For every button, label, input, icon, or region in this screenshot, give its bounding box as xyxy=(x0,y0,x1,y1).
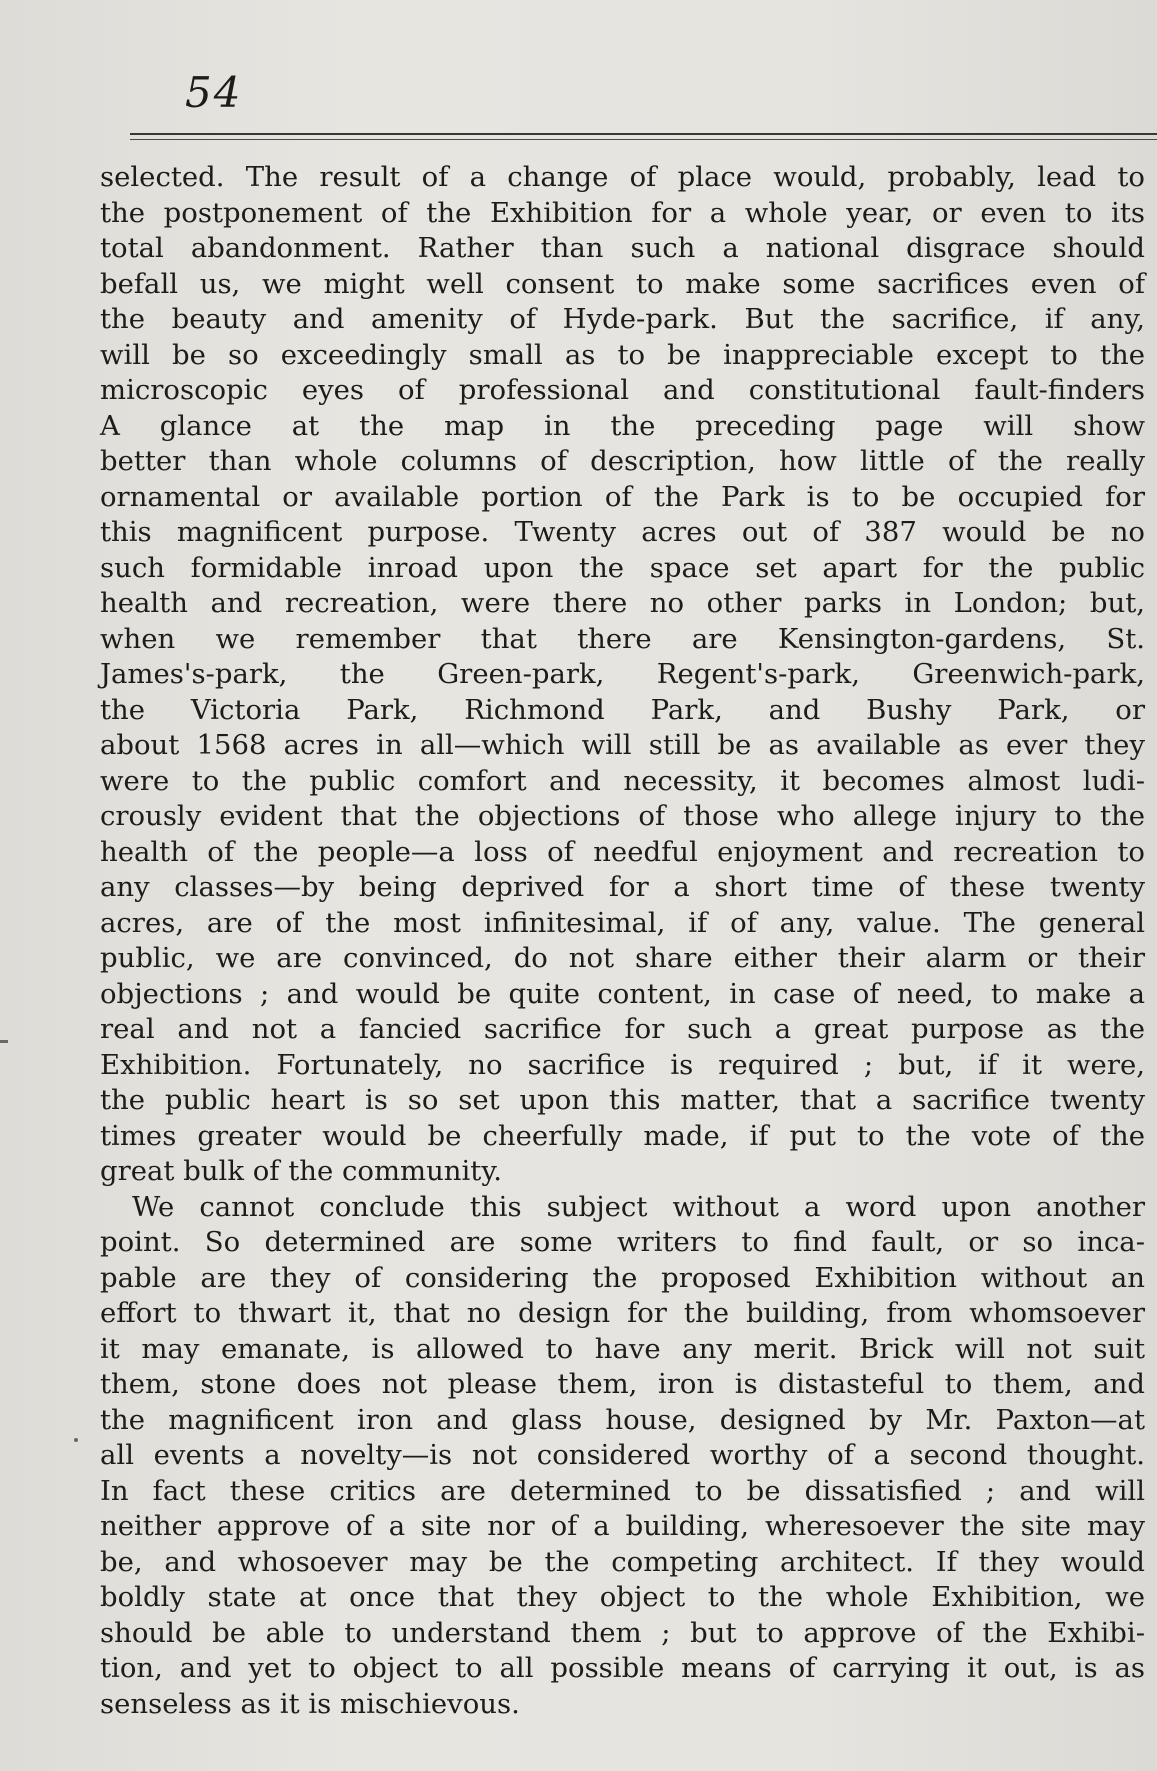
header-rule xyxy=(130,133,1157,135)
page-number: 54 xyxy=(185,68,243,117)
text-line: senseless as it is mischievous. xyxy=(100,1687,520,1720)
text-line: times greater would be cheerfully made, if put to the vote of the xyxy=(100,1119,1145,1152)
text-line: acres, are of the most infinitesimal, if of any, value. The general xyxy=(100,906,1145,939)
text-line: great bulk of the community. xyxy=(100,1155,502,1187)
text-line: microscopic eyes of professional and constitutional fault-finders xyxy=(100,374,1145,406)
text-line: pable are they of considering the proposed Exhibition without an xyxy=(100,1261,1145,1294)
text-line: James's-park, the Green-park, Regent's-park, Greenwich-park, xyxy=(100,658,1145,690)
text-line: better than whole columns of description, how little of the really xyxy=(100,445,1145,477)
text-line: all events a novelty—is not considered worthy of a second thought. xyxy=(100,1439,1145,1471)
text-line: the Victoria Park, Richmond Park, and Bushy Park, or xyxy=(100,693,1145,726)
text-line: any classes—by being deprived for a short time of these twenty xyxy=(100,871,1145,903)
text-line: boldly state at once that they object to the whole Exhibition, we xyxy=(100,1581,1145,1613)
text-line: befall us, we might well consent to make some sacrifices even of xyxy=(100,267,1145,300)
text-line: crously evident that the objections of those who allege injury to the xyxy=(100,800,1145,832)
text-line: were to the public comfort and necessity, it becomes almost ludi- xyxy=(100,764,1145,797)
text-line: total abandonment. Rather than such a national disgrace should xyxy=(100,232,1145,264)
margin-mark xyxy=(0,1040,8,1043)
text-line: them, stone does not please them, iron is distasteful to them, and xyxy=(100,1368,1145,1400)
text-line: such formidable inroad upon the space set apart for the public xyxy=(100,551,1145,584)
text-line: Exhibition. Fortunately, no sacrifice is required ; but, if it were, xyxy=(100,1048,1145,1081)
text-line: health of the people—a loss of needful enjoyment and recreation to xyxy=(100,835,1145,868)
text-line: when we remember that there are Kensington-gardens, St. xyxy=(100,622,1145,655)
text-line: about 1568 acres in all—which will still be as available as ever they xyxy=(100,729,1145,761)
text-line: be, and whosoever may be the competing architect. If they would xyxy=(100,1545,1145,1578)
text-line: neither approve of a site nor of a building, wheresoever the site may xyxy=(100,1510,1145,1542)
text-line: the beauty and amenity of Hyde-park. But the sacrifice, if any, xyxy=(100,303,1145,335)
text-line: health and recreation, were there no other parks in London; but, xyxy=(100,587,1145,619)
text-line: the public heart is so set upon this matter, that a sacrifice twenty xyxy=(100,1084,1145,1116)
body-text xyxy=(100,160,1145,1722)
text-line: the magnificent iron and glass house, designed by Mr. Paxton—at xyxy=(100,1403,1145,1436)
text-line: objections ; and would be quite content, in case of need, to make a xyxy=(100,977,1145,1010)
margin-dot xyxy=(74,1438,78,1442)
header-rule-thin xyxy=(130,139,1157,140)
text-line: selected. The result of a change of place would, probably, lead to xyxy=(100,161,1145,193)
text-line: In fact these critics are determined to be dissatisfied ; and will xyxy=(100,1474,1145,1507)
text-line: should be able to understand them ; but to approve of the Exhibi- xyxy=(100,1616,1145,1649)
text-line: A glance at the map in the preceding page will show xyxy=(100,409,1145,442)
text-line: this magnificent purpose. Twenty acres out of 387 would be no xyxy=(100,516,1145,548)
text-line: real and not a fancied sacrifice for such a great purpose as the xyxy=(100,1013,1145,1045)
text-line: point. So determined are some writers to find fault, or so inca- xyxy=(100,1226,1145,1258)
text-line: the postponement of the Exhibition for a whole year, or even to its xyxy=(100,196,1145,229)
text-line: it may emanate, is allowed to have any merit. Brick will not suit xyxy=(100,1332,1145,1365)
text-line: ornamental or available portion of the Park is to be occupied for xyxy=(100,480,1145,513)
text-line: will be so exceedingly small as to be inappreciable except to the xyxy=(100,338,1145,371)
text-line: effort to thwart it, that no design for the building, from whomsoever xyxy=(100,1297,1145,1329)
paragraph-first-line: We cannot conclude this subject without a word upon another xyxy=(132,1190,1145,1223)
text-line: public, we are convinced, do not share either their alarm or their xyxy=(100,942,1145,974)
text-line: tion, and yet to object to all possible means of carrying it out, is as xyxy=(100,1652,1145,1684)
